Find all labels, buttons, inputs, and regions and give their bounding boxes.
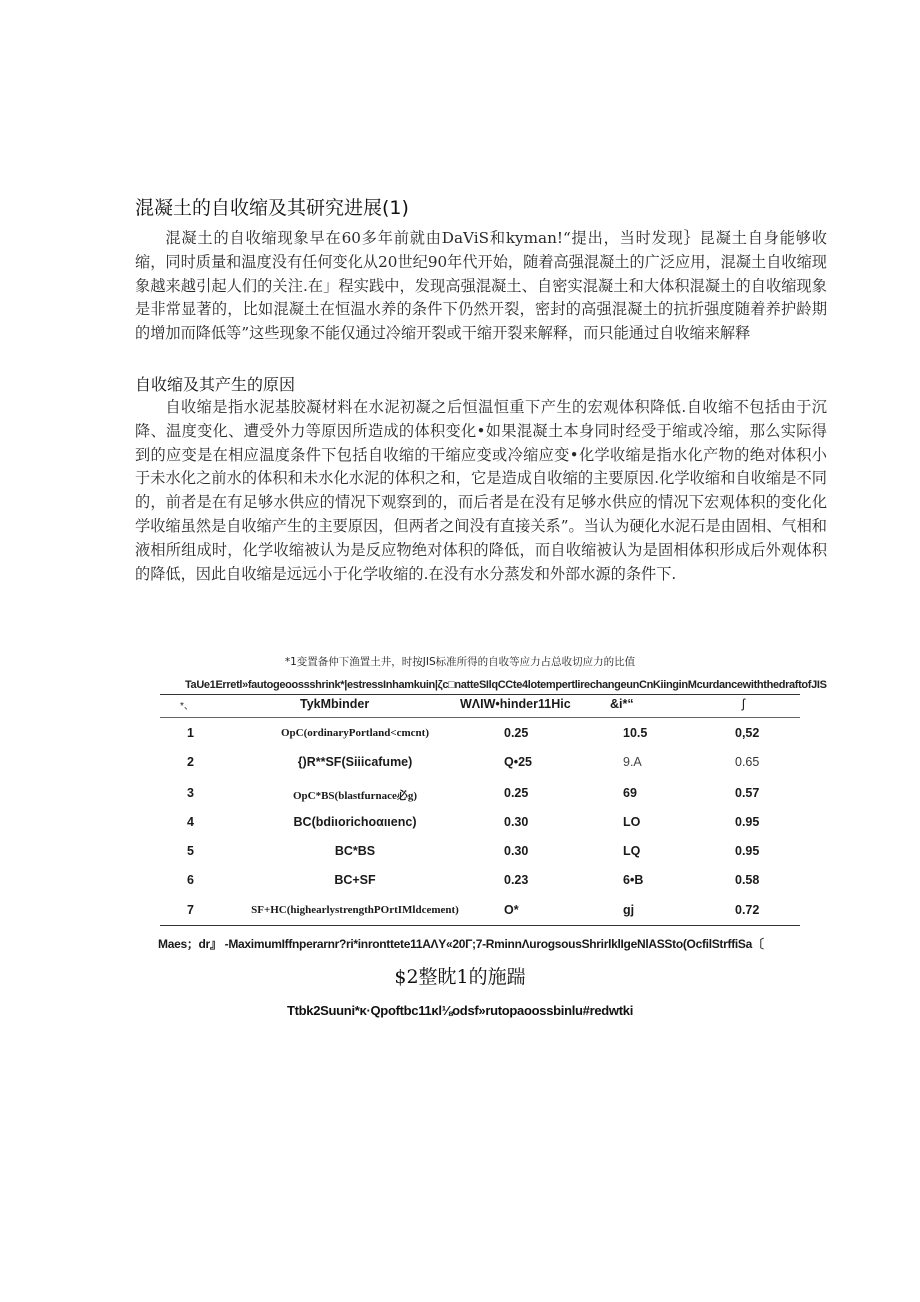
cell-value1: 69 — [623, 786, 637, 800]
cell-wb: 0.23 — [504, 873, 529, 887]
page-title: 混凝土的自收缩及其研究进展(1) — [135, 197, 409, 219]
cell-binder: BC+SF — [334, 873, 376, 887]
cell-value2: 0.57 — [735, 786, 760, 800]
cell-no: 6 — [187, 873, 194, 887]
cell-binder: BC*BS — [334, 844, 376, 858]
cell-wb: 0.30 — [504, 844, 529, 858]
table-note: Maes；dr』 -MaximumIffnperarnr?ri*inronttete11AΛY«20Γ;7-RminnΛurogsousShrirlklIgeNlASSto(OcfilStrffiSa〔 — [158, 937, 764, 951]
cell-value2: 0.95 — [735, 844, 760, 858]
header-water-binder: WΛIW•hinder11Hic — [460, 697, 571, 711]
cell-value2: 0.95 — [735, 815, 760, 829]
table-bottom-rule — [160, 925, 800, 926]
header-value2: ʃ — [742, 697, 745, 711]
table-header-rule — [160, 717, 800, 718]
cell-value2: 0.72 — [735, 903, 760, 917]
cell-binder: OpC(ordinaryPortland<cmcnt) — [280, 727, 430, 739]
cell-wb: Q•25 — [504, 755, 533, 769]
cell-value1: 10.5 — [623, 726, 648, 740]
cell-binder: SF+HC(highearlystrengthPOrtIMldcement) — [251, 904, 459, 916]
table-2-caption-en: Ttbk2Suuni*κ·Qpoftbc11κl⅛odsf»rutopaoossbinlu#redwtki — [286, 1003, 634, 1018]
section-heading: 自收缩及其产生的原因 — [135, 375, 296, 394]
cell-no: 3 — [187, 786, 194, 800]
cell-wb: 0.25 — [504, 786, 529, 800]
cell-value1: LO — [623, 815, 641, 829]
cell-value2: 0.65 — [735, 755, 760, 769]
cell-binder: OpC*BS(blastfurnace必g) — [292, 790, 418, 802]
cell-value1: 6•B — [623, 873, 644, 887]
cell-binder: {)R**SF(Siiicafume) — [297, 755, 413, 769]
header-no: *、 — [180, 701, 194, 712]
cell-no: 7 — [187, 903, 194, 917]
cell-no: 5 — [187, 844, 194, 858]
table-2-caption-cn: $2整眈1的施踹 — [394, 966, 526, 988]
header-value1: &i*“ — [610, 697, 634, 711]
cell-binder: BC(bdiιorichoαιιenc) — [293, 815, 417, 829]
cell-wb: O* — [504, 903, 519, 917]
cell-value1: gj — [623, 903, 635, 917]
cell-no: 1 — [187, 726, 194, 740]
table-caption-en: TaUe1Erretl»fautogeoossshrink*|estressInhamkuin|ζc□natteSIlqCCte4lotempertlirechangeunCnKiinginMcurdancewiththedraftofJIS — [185, 679, 827, 691]
cell-value2: 0,52 — [735, 726, 760, 740]
cell-value1: 9.A — [623, 755, 642, 769]
cell-wb: 0.30 — [504, 815, 529, 829]
table-top-rule — [160, 694, 800, 695]
cell-value1: LQ — [623, 844, 641, 858]
cell-no: 4 — [187, 815, 194, 829]
cause-paragraph: 自收缩是指水泥基胶凝材料在水泥初凝之后恒温恒重下产生的宏观体积降低.自收缩不包括由于沉降、温度变化、遭受外力等原因所造成的体积变化•如果混凝土本身同时经受于缩或冷缩，那么实际得到的应变是在相应温度条件下包括自收缩的干缩应变或冷缩应变•化学收缩是指水化产物的绝对体积小于未水化之前水的体积和未水化水泥的体积之和，它是造成自收缩的主要原因.化学收缩和自收缩是不同的，前者是在有足够水供应的情况下观察到的，而后者是在没有足够水供应的情况下宏观体积的变化化学收缩虽然是自收缩产生的主要原因，但两者之间没有直接关系”。当认为硬化水泥石是由固相、气相和液相所组成时，化学收缩被认为是反应物绝对体积的降低，而自收缩被认为是固相体积形成后外观体积的降低，因此自收缩是远远小于化学收缩的.在没有水分蒸发和外部水源的条件下. — [135, 398, 827, 583]
cell-wb: 0.25 — [504, 726, 529, 740]
cell-no: 2 — [187, 755, 194, 769]
header-binder: TykMbinder — [300, 697, 370, 711]
table-caption-cn: *1变置备仲下渔置土井，时按JIS标准所得的自收等应力占总收切应力的比值 — [284, 656, 636, 668]
cell-value2: 0.58 — [735, 873, 760, 887]
intro-paragraph: 混凝土的自收缩现象早在60多年前就由DaViS和kyman!“提出，当时发现｝昆凝土自身能够收缩，同时质量和温度没有任何变化从20世纪90年代开始，随着高强混凝土的广泛应用，混凝土自收缩现象越来越引起人们的关注.在」程实践中，发现高强混凝土、自密实混凝土和大体积混凝土的自收缩现象是非常显著的，比如混凝土在恒温水养的条件下仍然开裂，密封的高强混凝土的抗折强度随着养护龄期的增加而降低等”这些现象不能仅通过冷缩开裂或干缩开裂来解释，而只能通过自收缩来解释 — [135, 229, 827, 343]
